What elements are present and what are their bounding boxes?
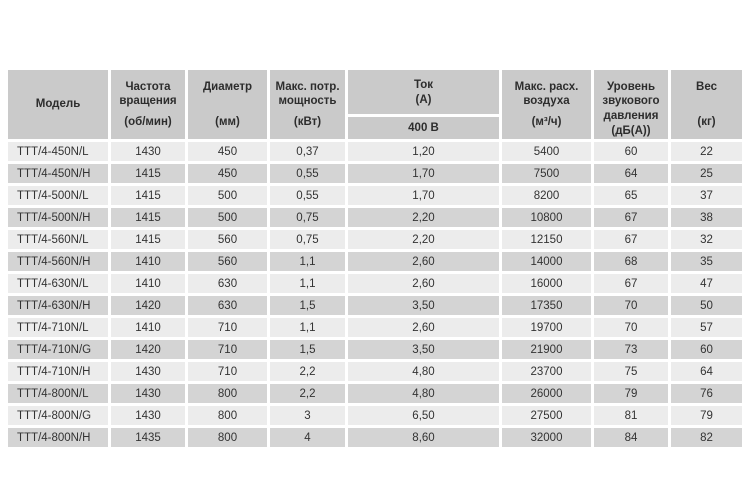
cell-rpm: 1430 xyxy=(111,384,185,403)
cell-diameter: 500 xyxy=(188,208,267,227)
cell-power: 2,2 xyxy=(270,362,345,381)
cell-weight: 82 xyxy=(671,428,742,447)
col-header-weight xyxy=(671,70,742,139)
table-row xyxy=(8,142,742,161)
cell-diameter: 450 xyxy=(188,164,267,183)
table-row xyxy=(8,340,742,359)
table-row xyxy=(8,208,742,227)
col-header-diameter-unit: (мм) xyxy=(215,115,240,128)
col-header-model xyxy=(8,70,108,139)
cell-rpm: 1415 xyxy=(111,230,185,249)
cell-weight: 60 xyxy=(671,340,742,359)
cell-noise: 67 xyxy=(594,208,668,227)
cell-weight: 57 xyxy=(671,318,742,337)
cell-noise: 67 xyxy=(594,230,668,249)
cell-rpm: 1430 xyxy=(111,362,185,381)
cell-model: TTT/4-560N/H xyxy=(8,252,108,271)
cell-weight: 64 xyxy=(671,362,742,381)
cell-current: 2,60 xyxy=(348,274,499,293)
cell-model: TTT/4-800N/G xyxy=(8,406,108,425)
cell-weight: 32 xyxy=(671,230,742,249)
cell-current: 4,80 xyxy=(348,384,499,403)
cell-rpm: 1435 xyxy=(111,428,185,447)
cell-power: 1,1 xyxy=(270,318,345,337)
cell-power: 1,1 xyxy=(270,252,345,271)
cell-diameter: 800 xyxy=(188,384,267,403)
cell-noise: 68 xyxy=(594,252,668,271)
col-header-power-unit: (кВт) xyxy=(293,115,322,128)
cell-weight: 37 xyxy=(671,186,742,205)
cell-current: 1,20 xyxy=(348,142,499,161)
cell-noise: 81 xyxy=(594,406,668,425)
table-row xyxy=(8,384,742,403)
cell-power: 0,55 xyxy=(270,164,345,183)
cell-noise: 70 xyxy=(594,318,668,337)
cell-current: 2,20 xyxy=(348,230,499,249)
cell-current: 3,50 xyxy=(348,340,499,359)
col-header-airflow-unit: (м³/ч) xyxy=(531,115,562,128)
cell-airflow: 26000 xyxy=(502,384,591,403)
cell-weight: 79 xyxy=(671,406,742,425)
table-row xyxy=(8,318,742,337)
cell-current: 6,50 xyxy=(348,406,499,425)
col-header-noise xyxy=(594,70,668,139)
col-header-current xyxy=(348,70,499,114)
cell-weight: 76 xyxy=(671,384,742,403)
col-header-diameter xyxy=(188,70,267,139)
cell-weight: 35 xyxy=(671,252,742,271)
cell-weight: 25 xyxy=(671,164,742,183)
cell-diameter: 800 xyxy=(188,428,267,447)
table-row xyxy=(8,362,742,381)
cell-airflow: 21900 xyxy=(502,340,591,359)
cell-current: 1,70 xyxy=(348,164,499,183)
cell-power: 0,55 xyxy=(270,186,345,205)
cell-airflow: 32000 xyxy=(502,428,591,447)
cell-rpm: 1415 xyxy=(111,164,185,183)
col-header-current-unit: (А) xyxy=(415,93,432,106)
cell-model: TTT/4-630N/L xyxy=(8,274,108,293)
cell-model: TTT/4-560N/L xyxy=(8,230,108,249)
col-header-weight-label: Вес xyxy=(696,80,717,93)
cell-noise: 75 xyxy=(594,362,668,381)
cell-power: 1,5 xyxy=(270,296,345,315)
cell-airflow: 7500 xyxy=(502,164,591,183)
cell-current: 1,70 xyxy=(348,186,499,205)
cell-diameter: 800 xyxy=(188,406,267,425)
cell-model: TTT/4-500N/L xyxy=(8,186,108,205)
cell-current: 3,50 xyxy=(348,296,499,315)
cell-model: TTT/4-800N/L xyxy=(8,384,108,403)
cell-rpm: 1430 xyxy=(111,142,185,161)
cell-model: TTT/4-710N/G xyxy=(8,340,108,359)
cell-rpm: 1430 xyxy=(111,406,185,425)
cell-power: 0,37 xyxy=(270,142,345,161)
fan-spec-table xyxy=(5,67,745,450)
cell-airflow: 16000 xyxy=(502,274,591,293)
col-header-rpm-unit: (об/мин) xyxy=(124,115,172,128)
cell-power: 2,2 xyxy=(270,384,345,403)
cell-diameter: 500 xyxy=(188,186,267,205)
cell-model: TTT/4-710N/H xyxy=(8,362,108,381)
cell-model: TTT/4-450N/L xyxy=(8,142,108,161)
cell-diameter: 560 xyxy=(188,230,267,249)
cell-model: TTT/4-450N/H xyxy=(8,164,108,183)
cell-noise: 70 xyxy=(594,296,668,315)
cell-rpm: 1420 xyxy=(111,340,185,359)
table-row xyxy=(8,164,742,183)
cell-noise: 65 xyxy=(594,186,668,205)
cell-model: TTT/4-800N/H xyxy=(8,428,108,447)
cell-rpm: 1410 xyxy=(111,252,185,271)
table-row xyxy=(8,296,742,315)
cell-noise: 73 xyxy=(594,340,668,359)
cell-diameter: 630 xyxy=(188,274,267,293)
cell-model: TTT/4-500N/H xyxy=(8,208,108,227)
cell-noise: 84 xyxy=(594,428,668,447)
cell-model: TTT/4-710N/L xyxy=(8,318,108,337)
cell-diameter: 710 xyxy=(188,362,267,381)
cell-rpm: 1410 xyxy=(111,318,185,337)
table-body xyxy=(8,142,742,447)
cell-airflow: 5400 xyxy=(502,142,591,161)
table-row xyxy=(8,406,742,425)
cell-current: 2,60 xyxy=(348,252,499,271)
cell-diameter: 710 xyxy=(188,340,267,359)
col-header-airflow-label: Макс. расх. воздуха xyxy=(514,80,579,108)
cell-diameter: 560 xyxy=(188,252,267,271)
col-header-rpm-label: Частота вращения xyxy=(119,80,177,108)
cell-power: 4 xyxy=(270,428,345,447)
cell-diameter: 710 xyxy=(188,318,267,337)
col-header-noise-unit: (дБ(А)) xyxy=(611,125,651,138)
table-row xyxy=(8,428,742,447)
cell-weight: 50 xyxy=(671,296,742,315)
cell-airflow: 14000 xyxy=(502,252,591,271)
cell-noise: 64 xyxy=(594,164,668,183)
cell-noise: 67 xyxy=(594,274,668,293)
cell-diameter: 450 xyxy=(188,142,267,161)
cell-airflow: 17350 xyxy=(502,296,591,315)
cell-weight: 47 xyxy=(671,274,742,293)
cell-power: 0,75 xyxy=(270,208,345,227)
cell-airflow: 8200 xyxy=(502,186,591,205)
cell-current: 2,20 xyxy=(348,208,499,227)
table-row xyxy=(8,186,742,205)
table-row xyxy=(8,230,742,249)
cell-weight: 22 xyxy=(671,142,742,161)
col-header-noise-label: Уровень звукового давления xyxy=(602,80,660,123)
cell-weight: 38 xyxy=(671,208,742,227)
col-header-power-label: Макс. потр. мощность xyxy=(275,80,340,108)
cell-rpm: 1420 xyxy=(111,296,185,315)
cell-current: 8,60 xyxy=(348,428,499,447)
col-header-diameter-label: Диаметр xyxy=(202,80,253,93)
cell-power: 1,1 xyxy=(270,274,345,293)
cell-diameter: 630 xyxy=(188,296,267,315)
col-header-current-label: Ток xyxy=(413,79,434,91)
col-header-airflow xyxy=(502,70,591,139)
cell-airflow: 12150 xyxy=(502,230,591,249)
col-header-power xyxy=(270,70,345,139)
cell-airflow: 19700 xyxy=(502,318,591,337)
cell-airflow: 23700 xyxy=(502,362,591,381)
cell-power: 1,5 xyxy=(270,340,345,359)
table-header xyxy=(8,70,742,139)
cell-current: 2,60 xyxy=(348,318,499,337)
cell-rpm: 1410 xyxy=(111,274,185,293)
cell-noise: 79 xyxy=(594,384,668,403)
cell-power: 3 xyxy=(270,406,345,425)
col-header-current-voltage: 400 В xyxy=(348,117,499,139)
cell-rpm: 1415 xyxy=(111,186,185,205)
cell-airflow: 27500 xyxy=(502,406,591,425)
col-header-rpm xyxy=(111,70,185,139)
cell-airflow: 10800 xyxy=(502,208,591,227)
cell-current: 4,80 xyxy=(348,362,499,381)
cell-model: TTT/4-630N/H xyxy=(8,296,108,315)
cell-power: 0,75 xyxy=(270,230,345,249)
table-row xyxy=(8,252,742,271)
col-header-model-label: Модель xyxy=(35,98,81,111)
col-header-weight-unit: (кг) xyxy=(697,115,716,128)
table-row xyxy=(8,274,742,293)
cell-rpm: 1415 xyxy=(111,208,185,227)
cell-noise: 60 xyxy=(594,142,668,161)
